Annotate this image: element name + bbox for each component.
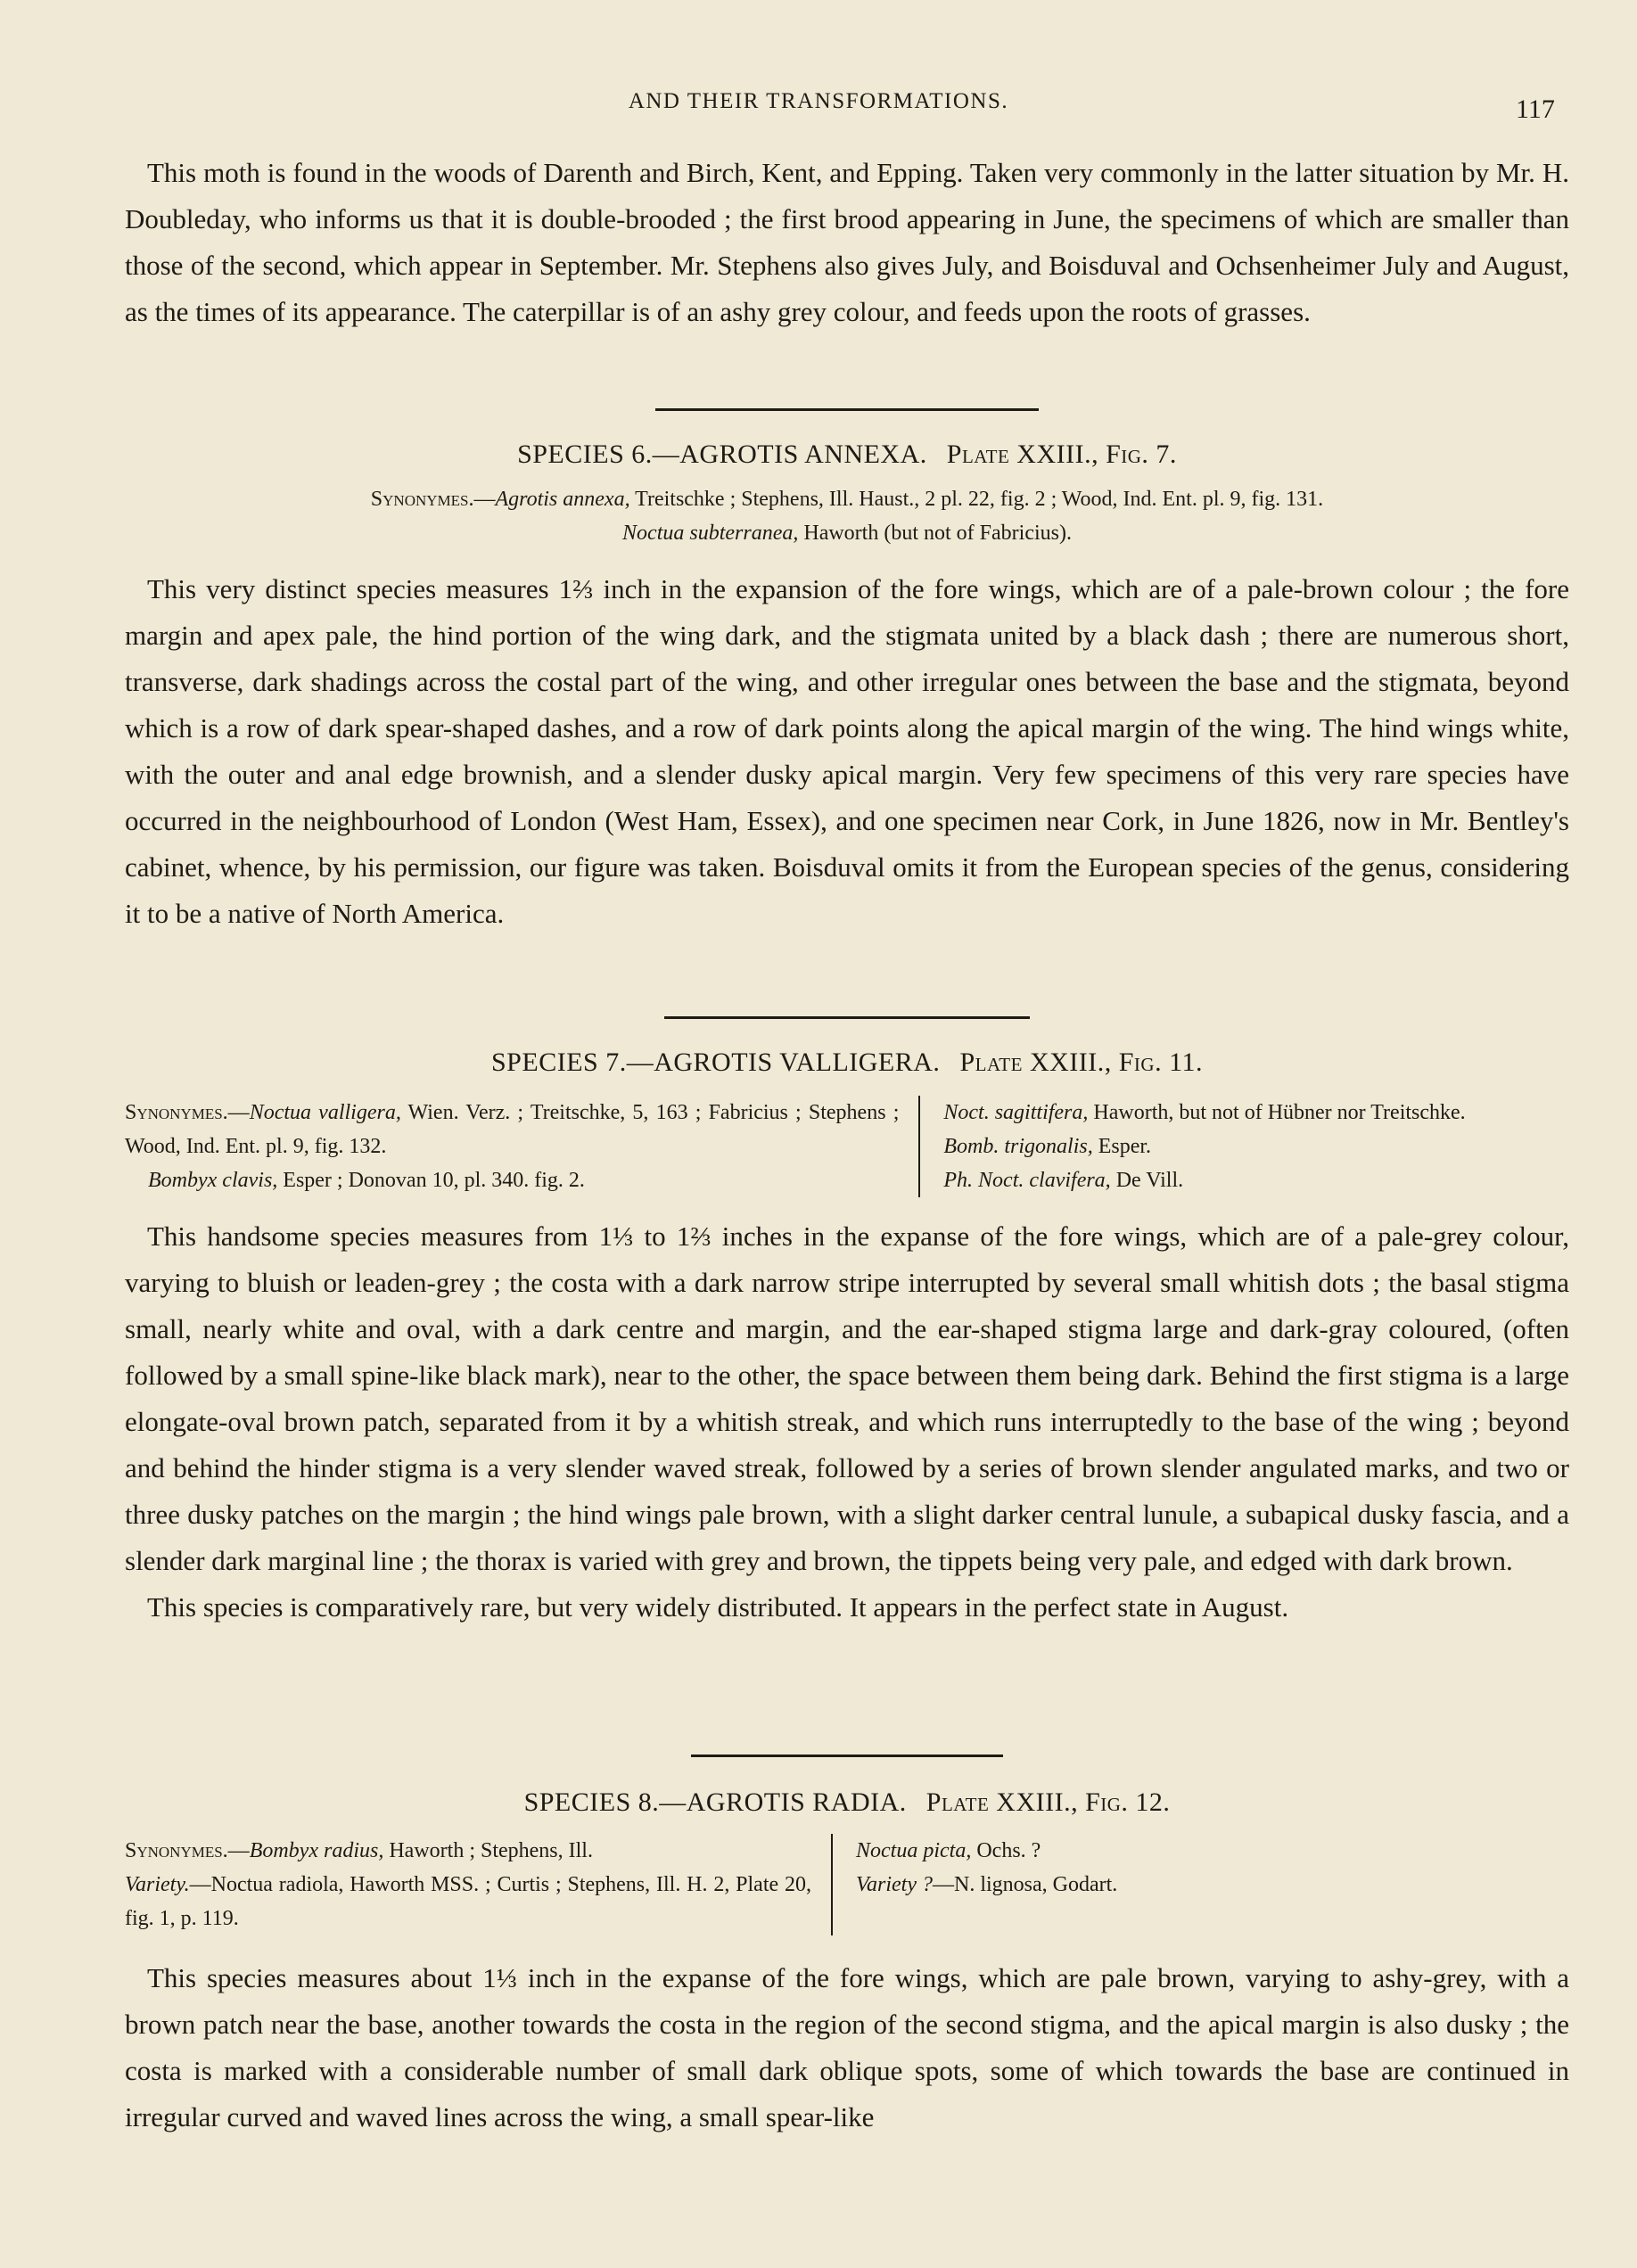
species-7-synonyms xyxy=(125,1096,1569,1197)
section-divider xyxy=(664,1016,1030,1019)
synonym-entry xyxy=(125,1163,899,1197)
synonyms-label: Synonymes.— xyxy=(125,1101,250,1124)
synonym-refs: Haworth (but not of Fabricius). xyxy=(798,522,1072,545)
species-7-paragraph-2: This species is comparatively rare, but very widely distributed. It appears in the perfect state in August. xyxy=(147,1591,1289,1623)
intro-paragraph: This moth is found in the woods of Darenth and Birch, Kent, and Epping. Taken very commonly in the latter situation by Mr. H. Doubleday, who informs us that it is double-brooded ; the first brood appearing in June, the specimens of which are smaller than those of the second, which appear in September. Mr. Stephens also gives July, and Boisduval and Ochsenheimer July and August, as the times of its appearance. The caterpillar is of an ashy grey colour, and feeds upon the roots of grasses. xyxy=(125,157,1569,327)
species-8-title: SPECIES 8.—AGROTIS RADIA. xyxy=(523,1787,907,1817)
section-divider xyxy=(691,1754,1003,1757)
species-7-section xyxy=(125,1016,1569,1631)
synonym-refs: Haworth ; Stephens, Ill. xyxy=(383,1839,593,1862)
species-6-title: SPECIES 6.—AGROTIS ANNEXA. xyxy=(517,440,927,469)
species-6-synonyms xyxy=(125,482,1569,550)
species-8-section xyxy=(125,1754,1569,2141)
species-6-section xyxy=(125,408,1569,937)
variety-label: Variety ? xyxy=(856,1873,933,1896)
species-8-paragraph: This species measures about 1⅓ inch in the expanse of the fore wings, which are pale brown, varying to ashy-grey, with a brown patch near the base, another towards the costa in the region of the second stigma, and the apical margin is also dusky ; the costa is marked with a considerable number of small dark oblique spots, some of which towards the base are continued in irregular curved and waved lines across the wing, a small spear-like xyxy=(125,1962,1569,2132)
synonym-entry xyxy=(943,1096,1542,1130)
species-8-heading xyxy=(125,1787,1569,1818)
synonyms-label: Synonymes.— xyxy=(370,488,496,511)
synonym-entry xyxy=(125,1868,811,1935)
synonym-name: Noctua valligera, xyxy=(249,1101,401,1124)
synonyms-right-column xyxy=(833,1834,1302,1935)
page-number: 117 xyxy=(1516,94,1555,124)
synonym-line xyxy=(125,482,1569,516)
species-7-plate-ref: Plate XXIII., Fig. 11. xyxy=(959,1048,1203,1077)
species-6-paragraph: This very distinct species measures 1⅔ inch in the expansion of the fore wings, which are of a pale-brown colour ; the fore margin and apex pale, the hind portion of the wing dark, and the stigmata united by a black dash ; there are numerous short, transverse, dark shadings across the costal part of the wing, and other irregular ones between the base and the stigmata, beyond which is a row of dark spear-shaped dashes, and a row of dark points along the apical margin of the wing. The hind wings white, with the outer and anal edge brownish, and a slender dusky apical margin. Very few specimens of this very rare species have occurred in the neighbourhood of London (West Ham, Essex), and one specimen near Cork, in June 1826, now in Mr. Bentley's cabinet, whence, by his permission, our figure was taken. Boisduval omits it from the European species of the genus, considering it to be a native of North America. xyxy=(125,573,1569,929)
species-8-synonyms xyxy=(125,1834,1569,1935)
synonym-refs: Wien. Verz. ; Treitschke, 5, 163 ; Fabricius ; Stephens ; Wood, Ind. Ent. pl. 9, fig. 132. xyxy=(125,1101,900,1158)
species-8-plate-ref: Plate XXIII., Fig. 12. xyxy=(925,1787,1171,1817)
species-7-heading xyxy=(125,1048,1569,1078)
synonym-refs: —N. lignosa, Godart. xyxy=(932,1873,1118,1896)
synonym-name: Noctua subterranea, xyxy=(622,522,799,545)
synonym-name: Noctua picta, xyxy=(856,1839,972,1862)
synonym-refs: Haworth, but not of Hübner nor Treitschke. xyxy=(1088,1101,1466,1124)
species-6-plate-ref: Plate XXIII., Fig. 7. xyxy=(946,440,1177,469)
species-6-heading xyxy=(125,440,1569,470)
species-7-paragraph: This handsome species measures from 1⅓ to 1⅔ inches in the expanse of the fore wings, which are of a pale-grey colour, varying to bluish or leaden-grey ; the costa with a dark narrow stripe interrupted by several small whitish dots ; the basal stigma small, nearly white and oval, with a dark centre and margin, and the ear-shaped stigma large and dark-gray coloured, (often followed by a small spine-like black mark), near to the other, the space between them being dark. Behind the first stigma is a large elongate-oval brown patch, separated from it by a whitish streak, and which runs interruptedly to the base of the wing ; beyond and behind the hinder stigma is a very slender waved streak, followed by a series of brown slender angulated marks, and two or three dusky patches on the margin ; the hind wings pale brown, with a slight darker central lunule, a subapical dusky fascia, and a slender dark marginal line ; the thorax is varied with grey and brown, the tippets being very pale, and edged with dark brown. xyxy=(125,1220,1569,1576)
synonym-name: Bombyx radius, xyxy=(249,1839,384,1862)
synonym-line xyxy=(125,516,1569,550)
intro-section xyxy=(125,150,1569,335)
synonym-refs: De Vill. xyxy=(1110,1169,1184,1192)
species-7-title: SPECIES 7.—AGROTIS VALLIGERA. xyxy=(491,1048,941,1077)
synonym-name: Bombyx clavis, xyxy=(148,1169,278,1192)
synonym-name: Ph. Noct. clavifera, xyxy=(943,1169,1111,1192)
synonym-entry xyxy=(943,1163,1542,1197)
synonym-name: Noct. sagittifera, xyxy=(943,1101,1089,1124)
synonym-refs: Esper. xyxy=(1092,1135,1152,1158)
synonyms-label: Synonymes.— xyxy=(125,1839,250,1862)
synonyms-left-column xyxy=(125,1096,918,1197)
synonym-refs: Esper ; Donovan 10, pl. 340. fig. 2. xyxy=(277,1169,585,1192)
synonym-entry xyxy=(856,1834,1302,1868)
synonym-name: Bomb. trigonalis, xyxy=(943,1135,1093,1158)
section-divider xyxy=(655,408,1039,411)
synonyms-left-column xyxy=(125,1834,831,1935)
synonym-entry xyxy=(125,1096,899,1163)
synonym-entry xyxy=(125,1834,811,1868)
synonym-refs: —Noctua radiola, Haworth MSS. ; Curtis ; Stephens, Ill. H. 2, Plate 20, fig. 1, p. 119. xyxy=(125,1873,811,1930)
synonym-entry xyxy=(856,1868,1302,1902)
synonym-entry xyxy=(943,1130,1542,1163)
variety-label: Variety. xyxy=(125,1873,190,1896)
synonym-refs: Ochs. ? xyxy=(971,1839,1041,1862)
synonyms-right-column xyxy=(920,1096,1542,1197)
synonym-name: Agrotis annexa, xyxy=(495,488,630,511)
synonym-refs: Treitschke ; Stephens, Ill. Haust., 2 pl. 22, fig. 2 ; Wood, Ind. Ent. pl. 9, fig. 131. xyxy=(629,488,1324,511)
running-title: AND THEIR TRANSFORMATIONS. xyxy=(628,89,1009,113)
